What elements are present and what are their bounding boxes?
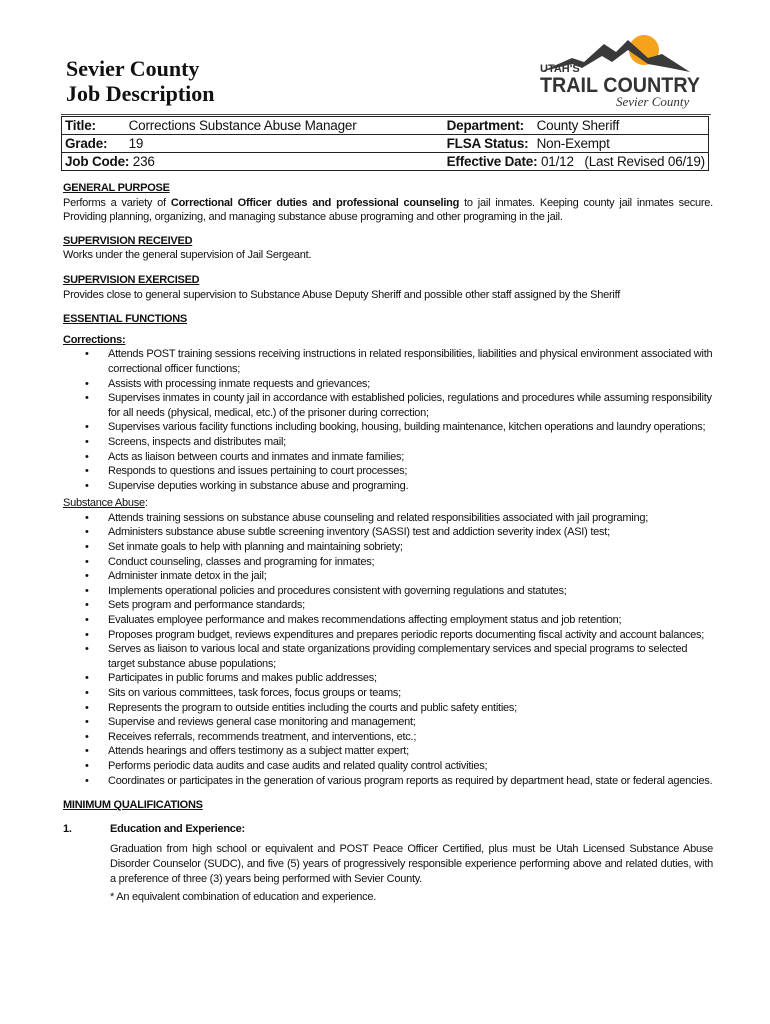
list-item: • Screens, inspects and distributes mail; — [63, 435, 713, 450]
list-item: • Attends training sessions on substance abuse counseling and related responsibilities associated with jail programing; — [63, 511, 713, 526]
list-item: • Assists with processing inmate requests and grievances; — [63, 377, 713, 392]
header-row-jobcode — [62, 153, 709, 171]
list-item: • Proposes program budget, reviews expenditures and prepares periodic reports documenting fiscal activity and account balances; — [63, 628, 713, 643]
job-description-body — [63, 181, 713, 905]
effective-date-label: Effective Date: — [446, 154, 538, 169]
minimum-qualifications-heading: MINIMUM QUALIFICATIONS — [63, 799, 203, 812]
qualification-note: * An equivalent combination of education and experience. — [110, 891, 377, 904]
supervision-received-heading: SUPERVISION RECEIVED — [63, 234, 193, 247]
flsa-value: Non-Exempt — [534, 135, 709, 153]
list-item: • Supervise deputies working in substance abuse and programing. — [63, 479, 713, 494]
department-value: County Sheriff — [534, 117, 709, 135]
list-item: • Represents the program to outside entities including the courts and public safety entities; — [63, 701, 713, 716]
list-item: • Supervise and reviews general case monitoring and management; — [63, 715, 713, 730]
job-header-table — [61, 116, 709, 171]
jobcode-label: Job Code: — [65, 154, 130, 169]
header-rule — [61, 114, 711, 115]
header-row-title — [62, 117, 709, 135]
list-item: • Set inmate goals to help with planning and maintaining sobriety; — [63, 540, 713, 555]
corrections-heading-text: Corrections — [63, 333, 122, 346]
header-row-grade — [62, 135, 709, 153]
qualification-text: Graduation from high school or equivalent and POST Peace Officer Certified, plus must be Utah Licensed Substance Abuse Disorder Counselor (SUDC), and five (5) years of progressively responsible experience performing above and related duties, with a preference of three (3) years being performed with Sevier County. — [110, 843, 713, 885]
list-item: • Coordinates or participates in the generation of various program reports as required by department head, state or federal agencies. — [63, 774, 713, 789]
list-item: • Supervises various facility functions including booking, housing, building maintenance, kitchen operations and laundry operations; — [63, 420, 713, 435]
list-item: • Attends hearings and offers testimony as a subject matter expert; — [63, 744, 713, 759]
corrections-heading: Corrections: — [63, 333, 126, 346]
logo-line3: Sevier County — [616, 94, 690, 109]
trail-country-logo — [520, 28, 710, 110]
jobcode-value: 236 — [132, 154, 155, 169]
general-purpose-text — [63, 196, 713, 225]
gp-text-post: to jail inmates. Keeping county jail inmates secure. Providing planning, organizing, and managing substance abuse programing and other programing in the jail. — [63, 196, 713, 224]
title-line-job-description: Job Description — [66, 81, 215, 106]
gp-text-bold: Correctional Officer duties and professional counseling — [170, 196, 460, 209]
list-item: • Attends POST training sessions receiving instructions in related responsibilities, liabilities and physical environment associated with correctional officer functions; — [63, 347, 713, 376]
grade-value: 19 — [126, 135, 444, 153]
list-item: • Sits on various committees, task forces, focus groups or teams; — [63, 686, 713, 701]
list-item: • Participates in public forums and makes public addresses; — [63, 671, 713, 686]
qualification-title: Education and Experience: — [110, 822, 245, 835]
title-value: Corrections Substance Abuse Manager — [126, 117, 444, 135]
gp-text-pre: Performs a variety of — [63, 196, 171, 209]
title-line-county: Sevier County — [66, 56, 200, 81]
department-label: Department: — [444, 117, 534, 135]
substance-abuse-list — [63, 511, 713, 788]
general-purpose-heading: GENERAL PURPOSE — [63, 182, 170, 194]
title-label: Title: — [62, 117, 126, 135]
grade-label: Grade: — [62, 135, 126, 153]
substance-abuse-heading: Substance Abuse: — [63, 497, 148, 510]
list-item: • Supervises inmates in county jail in accordance with established policies, regulations and procedures while assuming responsibility for all needs (physical, medical, etc.) of the prisoner during correction; — [63, 391, 713, 420]
substance-abuse-heading-text: Substance Abuse — [63, 497, 145, 510]
effective-date-cell — [444, 153, 709, 171]
list-item: • Receives referrals, recommends treatment, and interventions, etc.; — [63, 730, 713, 745]
document-title — [66, 56, 215, 106]
logo-graphic — [520, 28, 710, 110]
jobcode-cell — [62, 153, 444, 171]
essential-functions-heading: ESSENTIAL FUNCTIONS — [63, 313, 188, 326]
list-item: • Conduct counseling, classes and programing for inmates; — [63, 555, 713, 570]
list-item: • Acts as liaison between courts and inmates and inmate families; — [63, 450, 713, 465]
effective-date-value: 01/12 (Last Revised 06/19) — [540, 154, 705, 169]
qualification-item — [63, 822, 713, 837]
supervision-exercised-heading: SUPERVISION EXERCISED — [63, 273, 200, 286]
list-item: • Performs periodic data audits and case audits and related quality control activities; — [63, 759, 713, 774]
supervision-received-text: Works under the general supervision of Jail Sergeant. — [63, 249, 312, 262]
logo-line1: UTAH'S — [540, 63, 580, 75]
list-item: • Evaluates employee performance and makes recommendations affecting employment status and job retention; — [63, 613, 713, 628]
supervision-exercised-text: Provides close to general supervision to Substance Abuse Deputy Sheriff and possible other staff assigned by the Sheriff — [63, 288, 621, 301]
qualification-number: 1. — [63, 822, 72, 835]
list-item: • Serves as liaison to various local and state organizations providing complementary services and special programs to selected target substance abuse populations; — [63, 642, 713, 671]
logo-line2: TRAIL COUNTRY — [540, 74, 700, 97]
list-item: • Implements operational policies and procedures consistent with governing regulations and statutes; — [63, 584, 713, 599]
flsa-label: FLSA Status: — [444, 135, 534, 153]
list-item: • Sets program and performance standards; — [63, 598, 713, 613]
list-item: • Administers substance abuse subtle screening inventory (SASSI) test and addiction severity index (ASI) test; — [63, 525, 713, 540]
list-item: • Administer inmate detox in the jail; — [63, 569, 713, 584]
list-item: • Responds to questions and issues pertaining to court processes; — [63, 464, 713, 479]
corrections-list — [63, 347, 713, 493]
